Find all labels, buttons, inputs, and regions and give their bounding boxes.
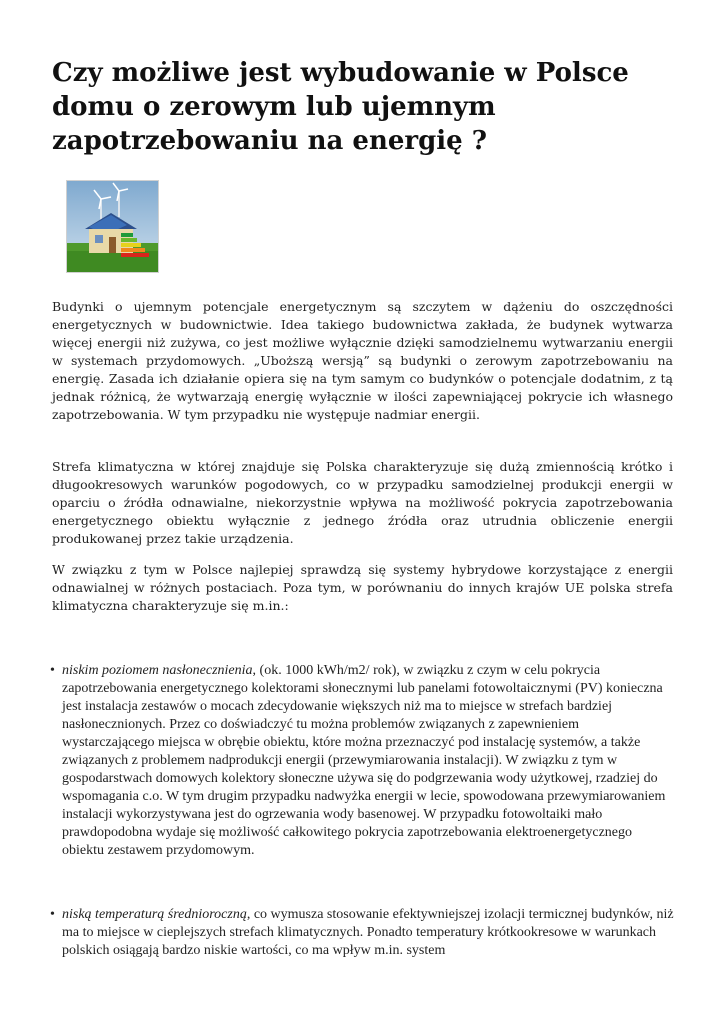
paragraph-climate: Strefa klimatyczna w której znajduje się Polska charakteryzuje się dużą zmiennością krótko i długookresowych warunków pogodowych, co w przypadku samodzielnej produkcji energii w oparciu o źródła odnawialne, niekorzystnie wpływa na możliwość pokrycia zapotrzebowania energetycznego obiektu wyłącznie z jednego źródła oraz utrudnia obliczenie energii produkowanej przez takie urządzenia. <box>52 459 673 546</box>
list-item-text: , co wymusza stosowanie efektywniejszej izolacji termicznej budynków, niż ma to miejsce w cieplejszych strefach klimatycznych. Ponadto temperatury krótkookresowe w warunkach polskich osiągają bardzo niskie wartości, co ma wpływ m.in. system <box>62 907 674 958</box>
list-item <box>50 662 674 860</box>
paragraph-intro: Budynki o ujemnym potencjale energetycznym są szczytem w dążeniu do oszczędności energetycznych w budownictwie. Idea takiego budownictwa zakłada, że budynek wytwarza więcej energii niż zużywa, co jest możliwe wyłącznie dzięki samodzielnemu wytwarzaniu energii w systemach przydomowych. „Uboższą wersją” są budynki o zerowym zapotrzebowaniu na energię. Zasada ich działanie opiera się na tym samym co budynków o potencjale dodatnim, z tą jednak różnicą, że wytwarzają energię wyłącznie w ilości zapewniającej pokrycie ich własnego zapotrzebowania. W tym przypadku nie występuje nadmiar energii. <box>52 299 673 422</box>
list-item-term: niską temperaturą średnioroczną <box>62 907 247 922</box>
list-item <box>50 906 674 960</box>
article-title: Czy możliwe jest wybudowanie w Polsce domu o zerowym lub ujemnym zapotrzebowaniu na energię ? <box>52 58 629 156</box>
hero-image <box>66 180 159 273</box>
bullet-marker: • <box>50 907 55 922</box>
paragraph-hybrid: W związku z tym w Polsce najlepiej sprawdzą się systemy hybrydowe korzystające z energii odnawialnej w różnych postaciach. Poza tym, w porównaniu do innych krajów UE polska strefa klimatyczna charakteryzuje się m.in.: <box>52 562 673 613</box>
list-item-term: niskim poziomem nasłonecznienia <box>62 663 253 678</box>
list-item-text: , (ok. 1000 kWh/m2/ rok), w związku z czym w celu pokrycia zapotrzebowania energetycznego kolektorami słonecznymi lub panelami fotowoltaicznymi (PV) konieczna jest instalacja zestawów o mocach zdecydowanie większych niż ma to miejsce w strefach bardziej nasłonecznionych. Przez co doświadczyć tu można problemów związanych z zapewnieniem wystarczającego miejsca w obrębie obiektu, które można przeznaczyć pod instalację systemów, a także związanych z problemem nadprodukcji energii (przewymiarowania instalacji). W związku z tym w gospodarstwach domowych kolektory słoneczne używa się do podgrzewania wody użytkowej, rzadziej do wspomagania c.o. W tym drugim przypadku nadwyżka energii w lecie, spowodowana przewymiarowaniem instalacji wykorzystywana jest do ogrzewania wody basenowej. W przypadku fotowoltaiki mało prawdopodobna wydaje się możliwość całkowitego pokrycia zapotrzebowania elektroenergetycznego obiektu zestawem przydomowym. <box>62 663 666 858</box>
bullet-marker: • <box>50 663 55 678</box>
